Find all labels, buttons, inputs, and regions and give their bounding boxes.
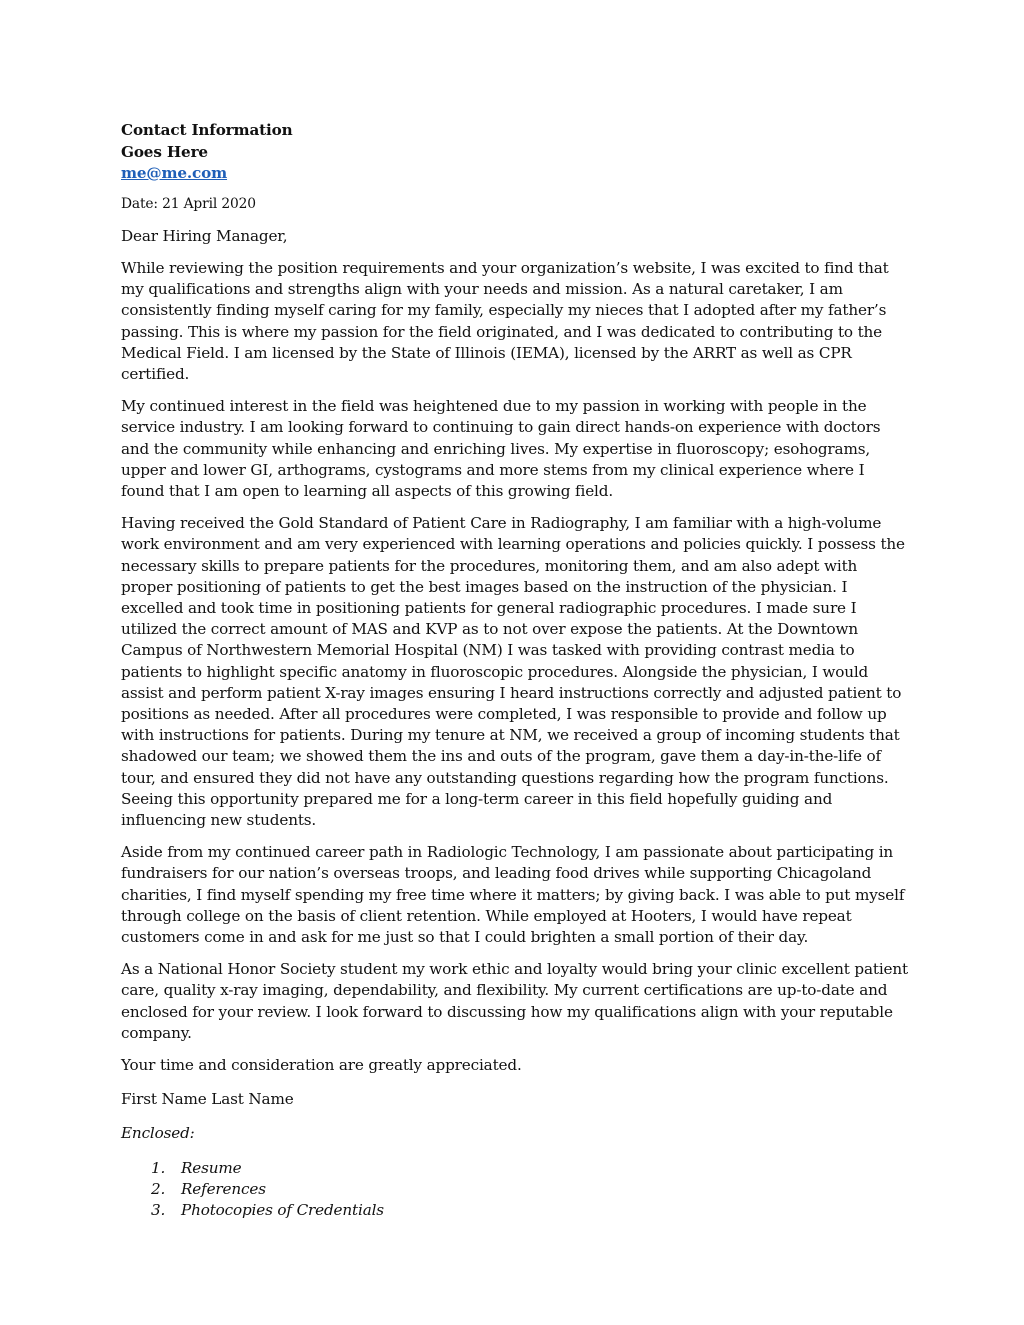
contact-line-1: Contact Information — [121, 121, 293, 139]
paragraph-volunteer: Aside from my continued career path in Radiologic Technology, I am passionate about participating in fundraisers for our nation’s overseas troops, and leading food drives while supporting Chicagoland charities, I find myself spending my free time where it matters; by giving back. I was able to put myself through college on the basis of client retention. While employed at Hooters, I would have repeat customers come in and ask for me just so that I could brighten a small portion of their day. — [121, 843, 905, 946]
list-item — [121, 1158, 911, 1179]
enclosed-label: Enclosed: — [121, 1124, 195, 1143]
list-item-label: Resume — [181, 1158, 242, 1177]
paragraph-interest: My continued interest in the field was heightened due to my passion in working with people in the service industry. I am looking forward to continuing to gain direct hands-on experience with doctors and the community while enhancing and enriching lives. My expertise in fluoroscopy; esohograms, upper and lower GI, arthograms, cystograms and more stems from my clinical experience where I found that I am open to learning all aspects of this growing field. — [121, 397, 881, 500]
salutation: Dear Hiring Manager, — [121, 226, 288, 245]
cover-letter — [121, 120, 911, 1221]
list-item-number: 1. — [151, 1158, 166, 1177]
paragraph-intro: While reviewing the position requirements and your organization’s website, I was excited to find that my qualifications and strengths align with your needs and mission. As a natural caretaker, I am consistently finding myself caring for my family, especially my nieces that I adopted after my father’s passing. This is where my passion for the field originated, and I was dedicated to contributing to the Medical Field. I am licensed by the State of Illinois (IEMA), licensed by the ARRT as well as CPR certified. — [121, 258, 889, 383]
list-item-number: 2. — [151, 1179, 166, 1198]
paragraph-experience: Having received the Gold Standard of Patient Care in Radiography, I am familiar with a high-volume work environment and am very experienced with learning operations and policies quickly. I possess the necessary skills to prepare patients for the procedures, monitoring them, and am also adept with proper positioning of patients to get the best images based on the instruction of the physician. I excelled and took time in positioning patients for general radiographic procedures. I made sure I utilized the correct amount of MAS and KVP as to not over expose the patients. At the Downtown Campus of Northwestern Memorial Hospital (NM) I was tasked with providing contrast media to patients to highlight specific anatomy in fluoroscopic procedures. Alongside the physician, I would assist and perform patient X-ray images ensuring I heard instructions correctly and adjusted patient to positions as needed. After all procedures were completed, I was responsible to provide and follow up with instructions for patients. During my tenure at NM, we received a group of incoming students that shadowed our team; we showed them the ins and outs of the program, gave them a day-in-the-life of tour, and ensured they did not have any outstanding questions regarding how the program functions. Seeing this opportunity prepared me for a long-term career in this field hopefully guiding and influencing new students. — [121, 514, 905, 829]
list-item — [121, 1179, 911, 1200]
contact-block — [121, 120, 911, 185]
list-item — [121, 1200, 911, 1221]
enclosure-list — [121, 1158, 911, 1221]
signature-name: First Name Last Name — [121, 1090, 294, 1109]
list-item-label: References — [181, 1179, 266, 1198]
contact-line-2: Goes Here — [121, 142, 208, 161]
letter-date: Date: 21 April 2020 — [121, 195, 256, 212]
closing-line: Your time and consideration are greatly appreciated. — [121, 1056, 522, 1075]
list-item-number: 3. — [151, 1200, 166, 1219]
list-item-label: Photocopies of Credentials — [181, 1200, 384, 1219]
email-link[interactable]: me@me.com — [121, 164, 228, 182]
paragraph-summary: As a National Honor Society student my work ethic and loyalty would bring your clinic excellent patient care, quality x-ray imaging, dependability, and flexibility. My current certifications are up-to-date and enclosed for your review. I look forward to discussing how my qualifications align with your reputable company. — [121, 960, 908, 1042]
